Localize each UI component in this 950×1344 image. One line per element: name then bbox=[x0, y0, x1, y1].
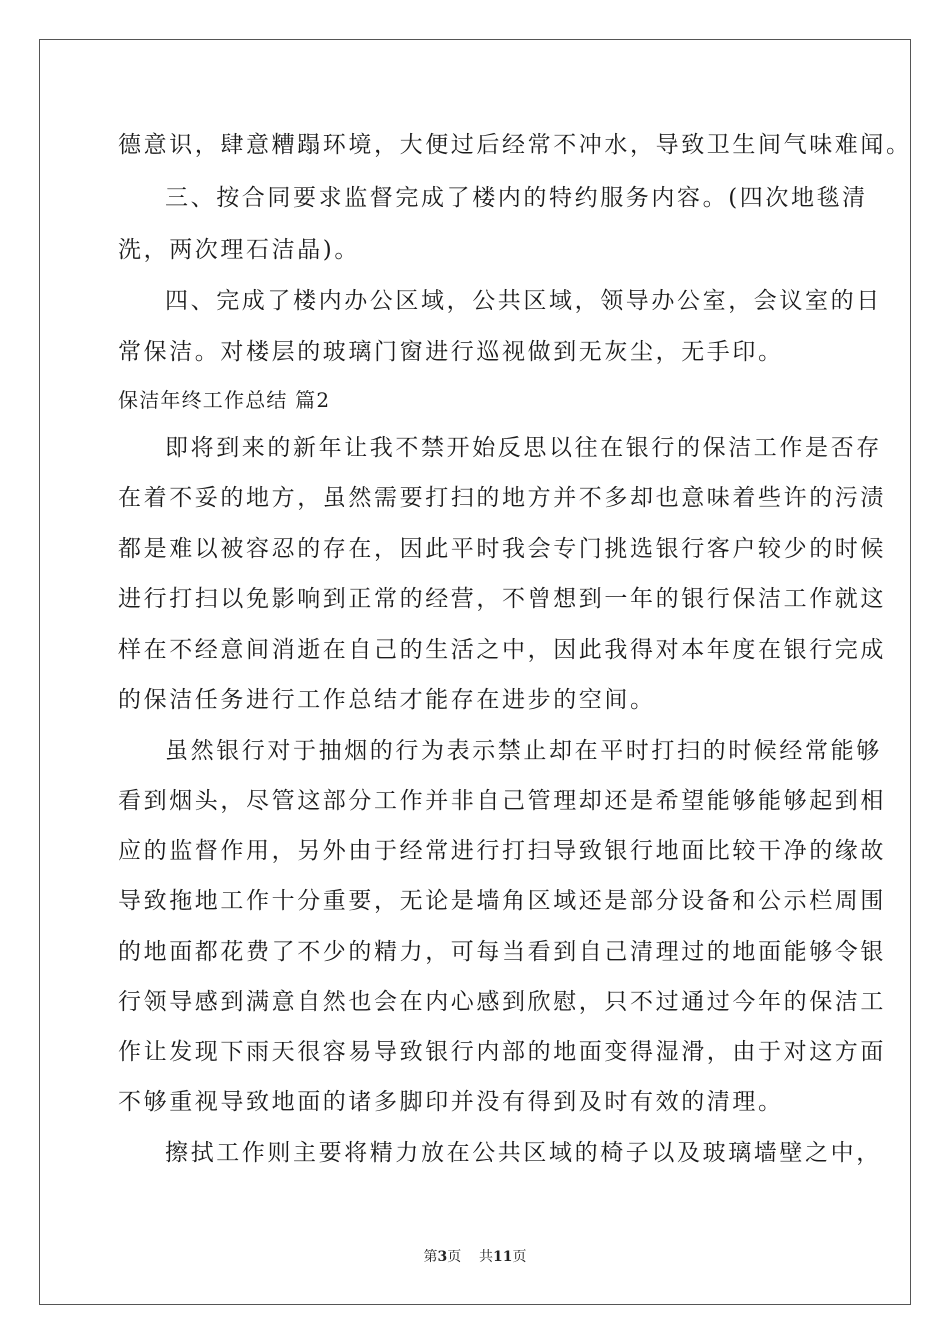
paragraph-line: 即将到来的新年让我不禁开始反思以往在银行的保洁工作是否存 bbox=[165, 435, 882, 461]
paragraph-line: 都是难以被容忍的存在，因此平时我会专门挑选银行客户较少的时候 bbox=[118, 536, 886, 562]
page-suffix: 页 bbox=[447, 1249, 462, 1265]
paragraph-line: 行领导感到满意自然也会在内心感到欣慰，只不过通过今年的保洁工 bbox=[118, 989, 886, 1015]
paragraph-line: 擦拭工作则主要将精力放在公共区域的椅子以及玻璃墙壁之中， bbox=[165, 1140, 882, 1166]
page-footer bbox=[0, 1246, 950, 1266]
paragraph-line: 的地面都花费了不少的精力，可每当看到自己清理过的地面能够令银 bbox=[118, 939, 886, 965]
paragraph-line: 洗，两次理石洁晶)。 bbox=[118, 237, 360, 263]
paragraph-line: 导致拖地工作十分重要，无论是墙角区域还是部分设备和公示栏周围 bbox=[118, 888, 886, 914]
paragraph-line: 三、按合同要求监督完成了楼内的特约服务内容。(四次地毯清 bbox=[165, 185, 868, 211]
paragraph-line: 虽然银行对于抽烟的行为表示禁止却在平时打扫的时候经常能够 bbox=[165, 738, 882, 764]
paragraph-line: 在着不妥的地方，虽然需要打扫的地方并不多却也意味着些许的污渍 bbox=[118, 485, 886, 511]
page-number: 3 bbox=[437, 1249, 448, 1265]
paragraph-line: 德意识，肆意糟蹋环境，大便过后经常不冲水，导致卫生间气味难闻。 bbox=[118, 132, 912, 158]
paragraph-line: 四、完成了楼内办公区域，公共区域，领导办公室，会议室的日 bbox=[165, 288, 882, 314]
paragraph-line: 样在不经意间消逝在自己的生活之中，因此我得对本年度在银行完成 bbox=[118, 637, 886, 663]
total-pages: 11 bbox=[493, 1249, 513, 1265]
paragraph-line: 常保洁。对楼层的玻璃门窗进行巡视做到无灰尘，无手印。 bbox=[118, 339, 784, 365]
paragraph-line: 不够重视导致地面的诸多脚印并没有得到及时有效的清理。 bbox=[118, 1089, 784, 1115]
paragraph-line: 看到烟头，尽管这部分工作并非自己管理却还是希望能够能够起到相 bbox=[118, 788, 886, 814]
total-prefix: 共 bbox=[479, 1249, 494, 1265]
page-prefix: 第 bbox=[423, 1249, 438, 1265]
paragraph-line: 进行打扫以免影响到正常的经营，不曾想到一年的银行保洁工作就这 bbox=[118, 586, 886, 612]
section-heading: 保洁年终工作总结 篇2 bbox=[118, 388, 331, 412]
paragraph-line: 作让发现下雨天很容易导致银行内部的地面变得湿滑，由于对这方面 bbox=[118, 1039, 886, 1065]
paragraph-line: 应的监督作用，另外由于经常进行打扫导致银行地面比较干净的缘故 bbox=[118, 838, 886, 864]
paragraph-line: 的保洁任务进行工作总结才能存在进步的空间。 bbox=[118, 687, 656, 713]
total-suffix: 页 bbox=[512, 1249, 527, 1265]
